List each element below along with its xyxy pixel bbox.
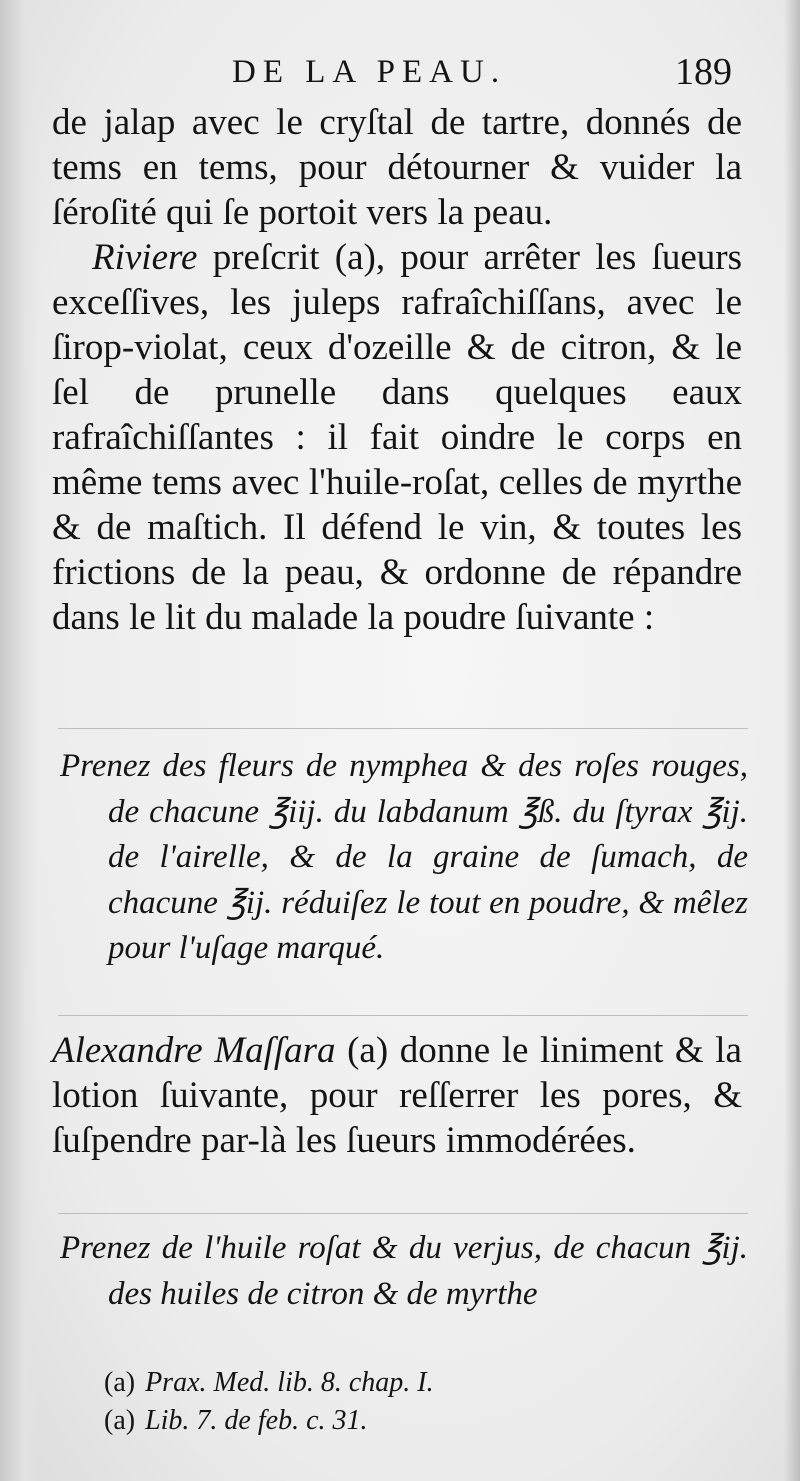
divider: [58, 1015, 748, 1016]
footnote: [104, 1364, 624, 1402]
footnote-text: Lib. 7. de feb. c. 31.: [145, 1405, 368, 1436]
footnote-mark: (a): [104, 1367, 136, 1398]
recipe-liniment: [60, 1226, 748, 1317]
text-block-upper: [52, 100, 742, 640]
paragraph-3-text: (a) donne le liniment & la lotion ſuivante, pour reſſerrer les pores, & ſuſpendre par-là les ſueurs immodérées.: [52, 1030, 742, 1161]
running-head-title: DE LA PEAU.: [232, 54, 507, 90]
page-edge-shadow: [784, 0, 800, 1481]
author-massara: Alexandre Maſſara: [52, 1030, 336, 1071]
recipe-1-text: Prenez des fleurs de nymphea & des roſes rouges, de chacune ℥iij. du labdanum ℥ß. du ſtyrax ℥ij. de l'airelle, & de la graine de ſumach, de chacune ℥ij. réduiſez le tout en poudre, & mêlez pour l'uſage marqué.: [60, 748, 748, 966]
recipe-2-text: Prenez de l'huile roſat & du verjus, de chacun ℥ij. des huiles de citron & de myrthe: [60, 1230, 748, 1312]
page-gutter-shadow: [0, 0, 40, 1481]
running-head: [52, 50, 742, 102]
footnote: [104, 1402, 624, 1440]
divider: [58, 728, 748, 729]
footnote-text: Prax. Med. lib. 8. chap. I.: [145, 1367, 434, 1398]
paragraph-2-text: preſcrit (a), pour arrêter les ſueurs exceſſives, les juleps rafraîchiſſans, avec le ſirop-violat, ceux d'ozeille & de citron, & le ſel de prunelle dans quelques eaux rafraîchiſſantes : il fait oindre le corps en même tems avec l'huile-roſat, celles de myrthe & de maſtich. Il défend le vin, & toutes les frictions de la peau, & ordonne de répandre dans le lit du malade la poudre ſuivante :: [52, 237, 742, 638]
page-number: 189: [675, 51, 732, 93]
author-riviere: Riviere: [92, 237, 198, 278]
footnote-mark: (a): [104, 1405, 136, 1436]
paragraph-2: [52, 235, 742, 640]
text-block-lower: [52, 1028, 742, 1163]
paragraph-3: [52, 1028, 742, 1163]
paragraph-1: de jalap avec le cryſtal de tartre, donnés de tems en tems, pour détourner & vuider la ſéroſité qui ſe portoit vers la peau.: [52, 102, 742, 233]
footnotes: [104, 1364, 624, 1440]
divider: [58, 1213, 748, 1214]
recipe-powder: [60, 744, 748, 972]
